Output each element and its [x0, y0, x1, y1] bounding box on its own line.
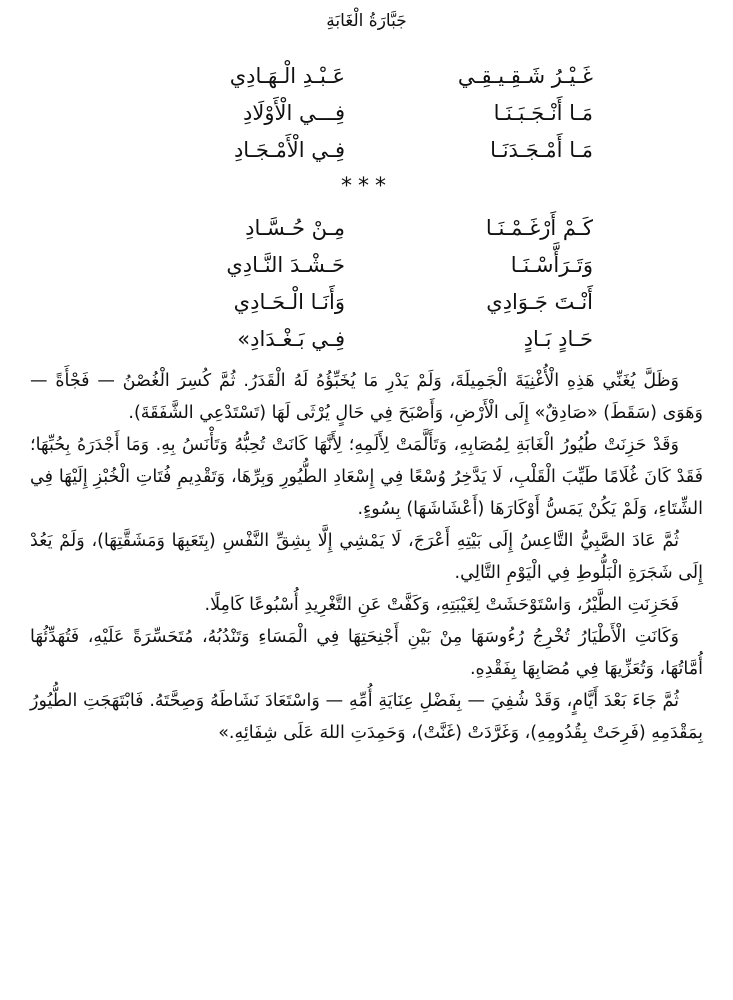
verse-second-hemistich: فِـي بَـغْـدَادِ» — [237, 327, 345, 351]
poem-verse — [0, 212, 733, 249]
poem-verse — [0, 60, 733, 97]
verse-first-hemistich: أَنْـتَ جَـوَادِي — [486, 290, 593, 314]
poem-stanza-2 — [0, 212, 733, 360]
stanza-separator: *** — [341, 174, 392, 199]
paragraph: ثُمَّ عَادَ الصَّبِيُّ التَّاعِسُ إِلَى بَيْتِهِ أَعْرَجَ، لَا يَمْشِي إِلَّا بِشِقِّ النَّفْسِ (بِتَعَبِهَا وَمَشَقَّتِهَا)، وَلَمْ يَعُدْ إِلَى شَجَرَةِ الْبَلُّوطِ فِي الْيَوْمِ التَّالِي. — [30, 531, 703, 583]
page-title: جَبَّارَةُ الْغَابَةِ — [326, 11, 407, 31]
verse-second-hemistich: عَـبْـدِ الْـهَـادِي — [229, 64, 345, 88]
poem-verse — [0, 286, 733, 323]
verse-first-hemistich: مَـا أَمْـجَـدَنَـا — [490, 138, 593, 162]
paragraph: وَكَانَتِ الْأَطْيَارُ تُخْرِجُ رُءُوسَهَا مِنْ بَيْنِ أَجْنِحَتِهَا فِي الْمَسَاءِ وَتَنْدُبُهُ، مُتَحَسِّرَةً عَلَيْهِ، فَتُهَدِّئُهَا أُمَّاتُهَا، وَتُعَزِّيهَا فِي مُصَابِهَا بِفَقْدِهِ. — [30, 627, 703, 679]
verse-second-hemistich: وَأَنَـا الْـحَـادِي — [233, 290, 345, 314]
verse-first-hemistich: كَـمْ أَرْغَـمْـنَـا — [485, 216, 593, 240]
verse-second-hemistich: مِـنْ حُـسَّـادِ — [245, 216, 345, 240]
poem-verse — [0, 97, 733, 134]
verse-first-hemistich: غَـيْـرُ شَـقِـيـقِـي — [457, 64, 593, 88]
paragraph: ثُمَّ جَاءَ بَعْدَ أَيَّامٍ، وَقَدْ شُفِيَ — بِفَضْلِ عِنَايَةِ أُمِّهِ — وَاسْتَعَادَ نَشَاطَهُ وَصِحَّتَهُ. فَابْتَهَجَتِ الطُّيُورُ بِمَقْدَمِهِ (فَرِحَتْ بِقُدُومِهِ)، وَغَرَّدَتْ (غَنَّتْ)، وَحَمِدَتِ اللهَ عَلَى شِفَائِهِ.» — [30, 691, 703, 743]
poem-verse — [0, 323, 733, 360]
verse-second-hemistich: فِـي الْأَمْـجَـادِ — [233, 138, 345, 162]
verse-first-hemistich: وَتَـرَأَّسْـنَـا — [510, 253, 593, 277]
paragraph: وَظَلَّ يُغَنِّي هَذِهِ الْأُغْنِيَةَ الْجَمِيلَةَ، وَلَمْ يَدْرِ مَا يُخَبِّؤُهُ لَهُ الْقَدَرُ. ثُمَّ كُسِرَ الْغُصْنُ — فَجْأَةً — وَهَوَى (سَقَطَ) «صَادِقٌ» إِلَى الْأَرْضِ، وَأَصْبَحَ فِي حَالٍ يُرْثَى لَهَا (تَسْتَدْعِي الشَّفَقَةَ). — [30, 371, 703, 423]
verse-first-hemistich: حَـادٍ بَـادٍ — [523, 327, 593, 351]
paragraph: فَحَزِنَتِ الطَّيْرُ، وَاسْتَوْحَشَتْ لِغَيْبَتِهِ، وَكَفَّتْ عَنِ التَّغْرِيدِ أُسْبُوعًا كَامِلًا. — [204, 595, 679, 615]
verse-second-hemistich: حَـشْـدَ النَّـادِي — [226, 253, 345, 277]
poem-verse — [0, 134, 733, 171]
verse-second-hemistich: فِـــي الْأَوْلَادِ — [243, 101, 345, 125]
story-body — [30, 365, 703, 749]
poem-verse — [0, 249, 733, 286]
verse-first-hemistich: مَـا أَنْـجَـبَـنَـا — [493, 101, 593, 125]
poem-stanza-1 — [0, 60, 733, 171]
paragraph: وَقَدْ حَزِنَتْ طُيُورُ الْغَابَةِ لِمُصَابِهِ، وَتَأَلَّمَتْ لِأَلَمِهِ؛ لِأَنَّهَا كَانَتْ تُحِبُّهُ وَتَأْنَسُ بِهِ. وَمَا أَجْدَرَهُ بِحُبِّهَا؛ فَقَدْ كَانَ غُلَامًا طَيِّبَ الْقَلْبِ، لَا يَدَّخِرُ وُسْعًا فِي إِسْعَادِ الطُّيُورِ وَبِرِّهَا، وَتَقْدِيمِ فُتَاتِ الْخُبْزِ إِلَيْهَا فِي الشِّتَاءِ، وَلَمْ يَكُنْ يَمَسُّ أَوْكَارَهَا (أَعْشَاشَهَا) بِسُوءٍ. — [30, 435, 703, 519]
